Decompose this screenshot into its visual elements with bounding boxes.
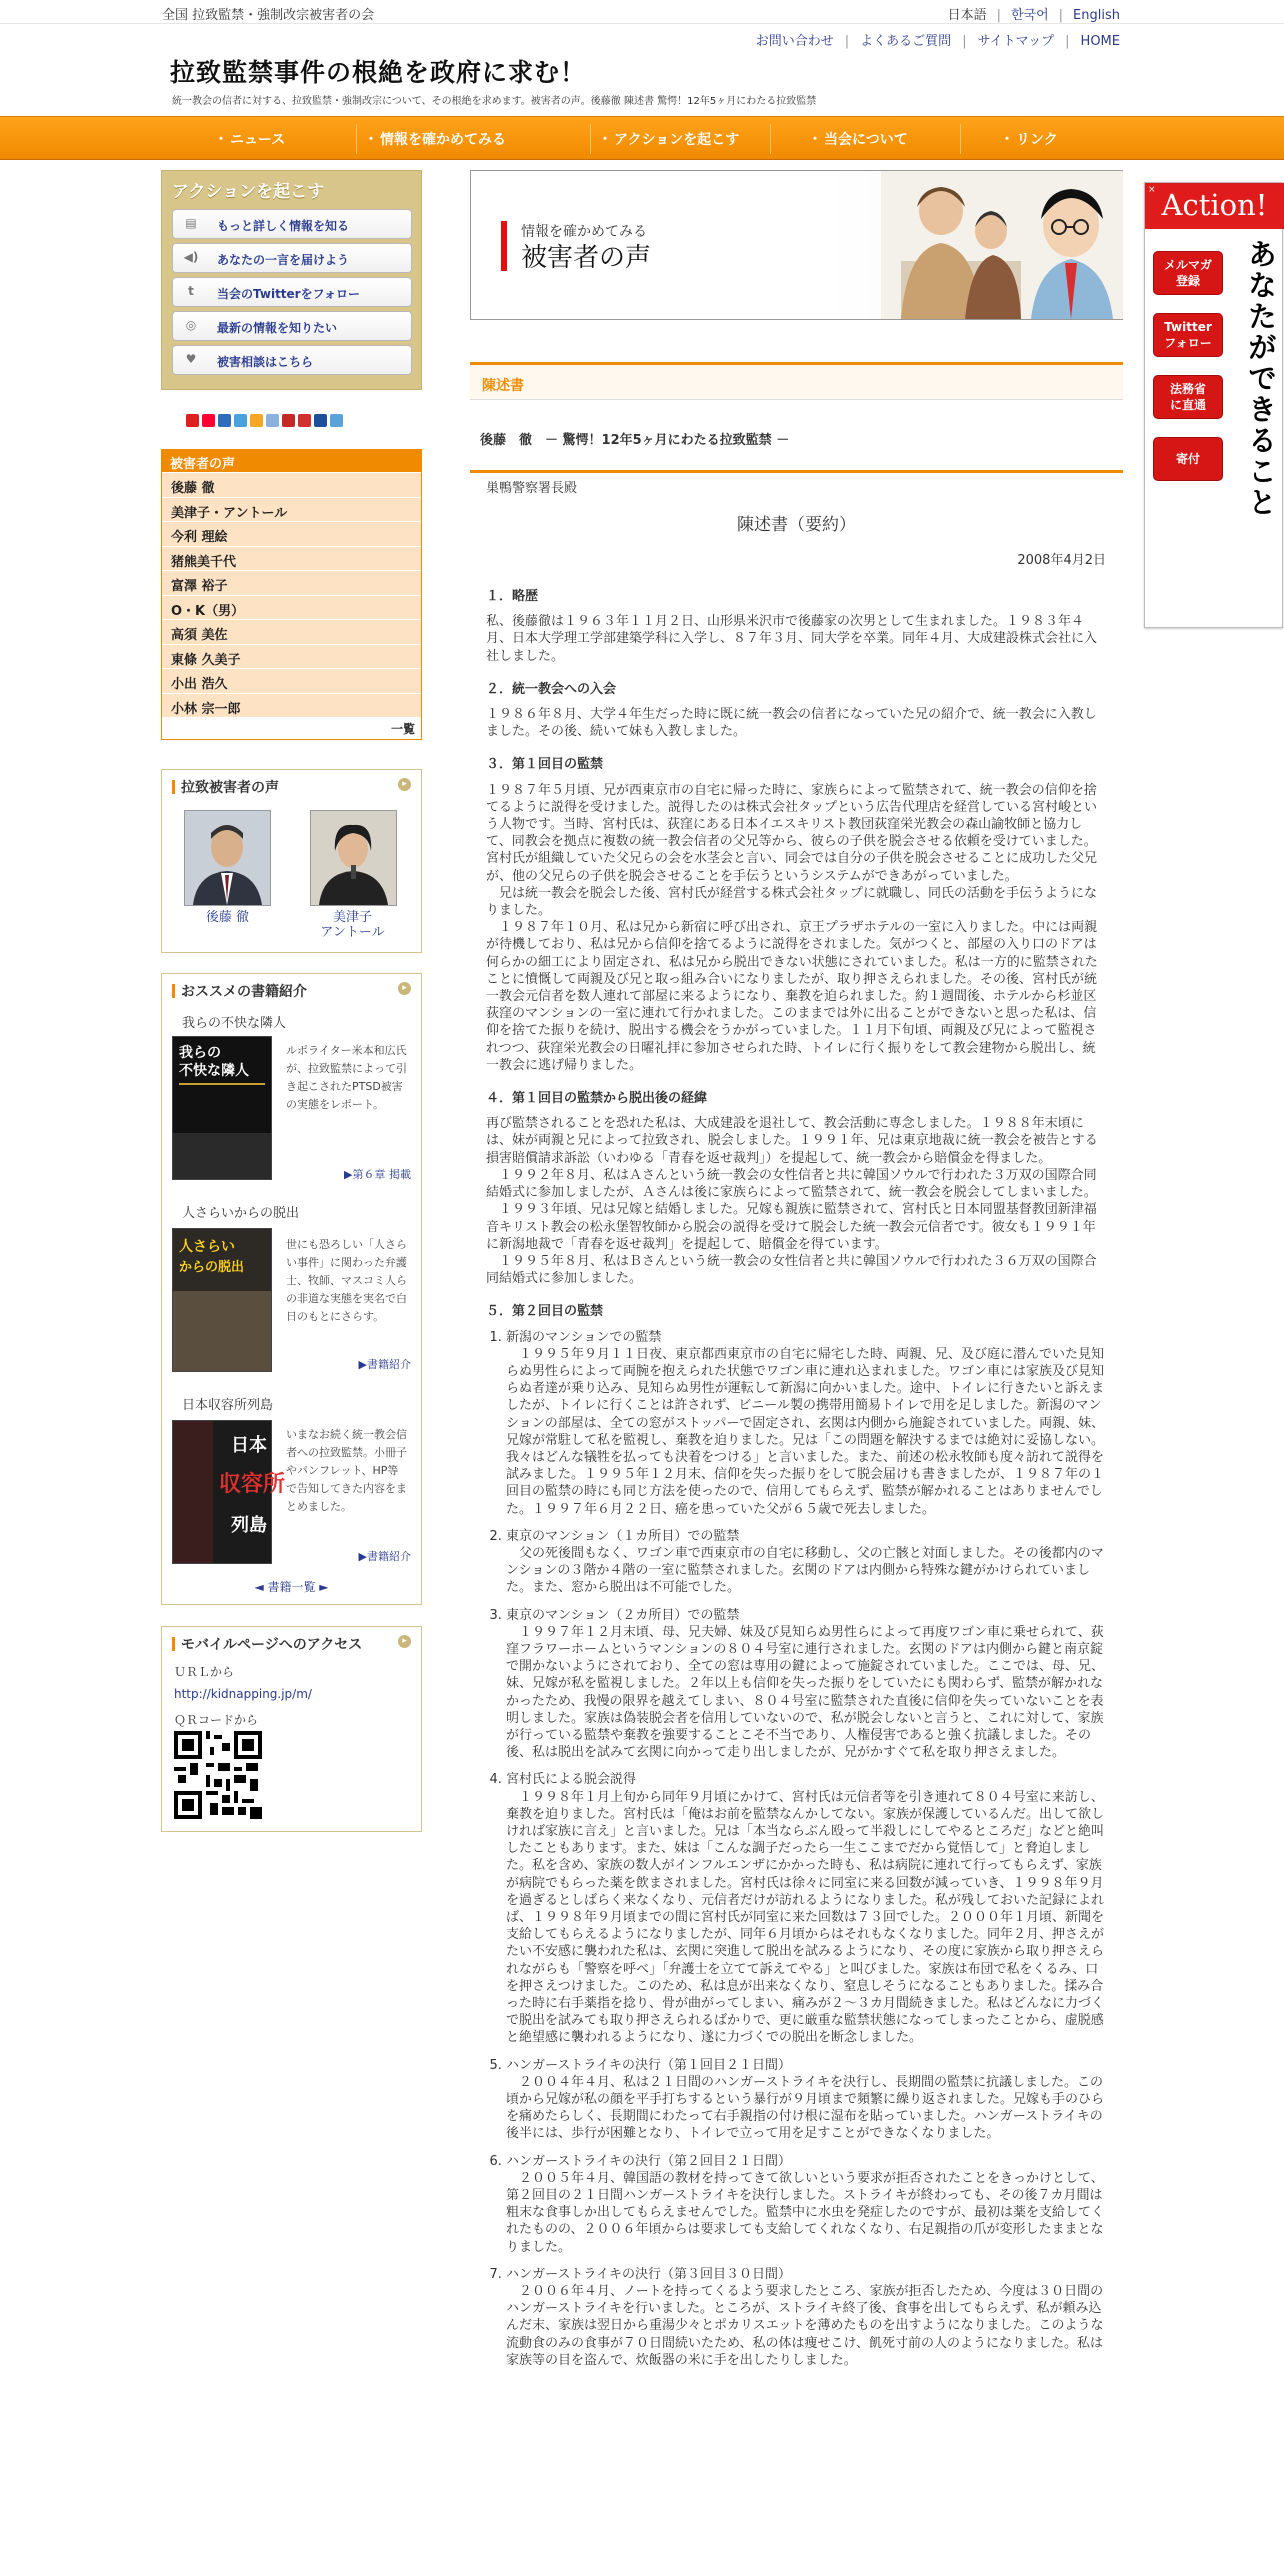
- action-box-title: アクションを起こす: [172, 182, 325, 202]
- list-item: 1. 新潟のマンションでの監禁 １９９５年９月１１日夜、東京都西東京市の自宅に帰宅した時、両親、兄、及び庭に潜んでいた見知らぬ男性らによって両腕を抱えられた状態でワゴン車に連れ込まれました。ワゴン車には家族及び見知らぬ者達が乗り込み、見知らぬ男性が運転して新潟に向かいました。途中、トイレに行きたいと訴えましたが、トイレに行くことは許されず、ビニール製の携帯用簡易トイレで用を足しました。新潟のマンションの部屋は、全ての窓がストッパーで固定され、玄関は内側から施錠されていました。両親、妹、兄嫁が常駐して私を監視し、棄教を迫りました。兄は「この問題を解決するまでは絶対に妥協しない。我々はどんな犠牲を払っても決着をつける」と言いました。また、前述の松永牧師も度々訪れて説得を試みました。１９９５年１２月末、信仰を失った振りをして脱会届けも書きましたが、１９８７年の１回目の監禁の時にも同じ方法を使ったので、信用してもらえず、監禁が解かれることはありませんでした。１９９７年６月２２日、癌を患っていた父が６５歳で死去しました。: [506, 1329, 1106, 1518]
- mobile-qr-label: ＱＲコードから: [174, 1713, 259, 1727]
- speaker-icon: ◀): [183, 250, 199, 264]
- victim-item[interactable]: 富澤 裕子: [162, 570, 421, 595]
- paragraph: １９９５年８月、私はＢさんという統一教会の女性信者と共に韓国ソウルで行われた３６万双の国際合同結婚式に参加しました。: [486, 1253, 1097, 1287]
- banner-accent-bar: [501, 221, 507, 271]
- learn-more-button[interactable]: ▤ もっと詳しく情報を知る: [172, 209, 412, 239]
- heading-bar: [172, 780, 175, 794]
- nav-verify-info[interactable]: ・ 情報を確かめてみる: [364, 129, 506, 149]
- svg-text:人さらい: 人さらい: [179, 1239, 235, 1255]
- nav-divider: [356, 124, 357, 154]
- paragraph: １９９２年８月、私はＡさんという統一教会の女性信者と共に韓国ソウルで行われた３万双の国際合同結婚式に参加しましたが、Ａさんは後に家族らによって監禁されて、統一教会を脱会してしまいました。: [486, 1167, 1097, 1201]
- twitter-icon: t: [188, 284, 194, 298]
- book-description: いまなお続く統一教会信者への拉致監禁。小冊子やパンフレット、HP等で告知してきた内容をまとめました。: [286, 1428, 407, 1513]
- svg-text:列島: 列島: [231, 1515, 267, 1536]
- document-title: 陳述書（要約）: [737, 515, 856, 535]
- book-title: 我らの不快な隣人: [182, 1016, 287, 1031]
- mobile-box: [161, 1626, 422, 1832]
- mobile-url-link[interactable]: http://kidnapping.jp/m/: [174, 1687, 312, 1701]
- article-body: [486, 580, 1106, 2379]
- heart-icon: ♥: [185, 352, 197, 366]
- document-icon: ▤: [185, 216, 197, 230]
- book-detail-link[interactable]: ▶書籍紹介: [358, 1550, 411, 1563]
- book-description: 世にも恐ろしい「人さらい事件」に関わった弁護士、牧師、マスコミ人らの非道な実態を実名で白日のもとにさらす。: [286, 1238, 407, 1323]
- mobile-heading: モバイルページへのアクセス ▸: [162, 1627, 421, 1657]
- list-item: 7. ハンガーストライキの決行（第３回目３０日間） ２００６年４月、ノートを持ってくるよう要求したところ、家族が拒否したため、今度は３０日間のハンガーストライキを行いました。ところが、ストライキ終了後、食事を出してもらえず、私が頼み込んだ末、家族は翌日から重湯少々とポカリスエットを薄めたものを出すようになりました。このような流動食のみの食事が７０日間続いたため、私の体は痩せこけ、飢死寸前の人のようになりました。私は家族等の目を盗んで、炊飯器の米に手を出したりしました。: [506, 2266, 1106, 2369]
- nav-divider: [960, 124, 961, 154]
- victim-item[interactable]: 小林 宗一郎: [162, 693, 421, 718]
- victim-item[interactable]: 小出 浩久: [162, 668, 421, 693]
- paragraph: １９８７年５月頃、兄が西東京市の自宅に帰った時に、家族らによって監禁されて、統一教会の信仰を捨てるように説得を受けました。説得したのは株式会社タップという広告代理店を経営している宮村峻という人物です。当時、宮村氏は、荻窪にある日本イエスキリスト教団荻窪栄光教会の森山諭牧師と協力して、同教会を拠点に複数の統一教会信者の父兄等から、彼らの子供を脱会させる依頼を受けていました。宮村氏が組織していた父兄らの会を水茎会と言い、同会では自分の子供を脱会させることに成功した父兄が、他の父兄らの子供を脱会させることを手伝うというシステムができあがっていました。: [486, 782, 1098, 884]
- arrow-circle-icon[interactable]: ▸: [398, 778, 411, 791]
- mobile-url-label: ＵＲＬから: [174, 1665, 235, 1679]
- banner-title: 被害者の声: [521, 243, 652, 273]
- book-cover-3[interactable]: [172, 1420, 286, 1564]
- action-box: [161, 170, 422, 390]
- book-description: ルポライター米本和広氏が、拉致監禁によって引き起こされたPTSD被害の実態をレポート。: [286, 1044, 407, 1111]
- article-rule: [470, 470, 1123, 473]
- victim-item[interactable]: 猪熊美千代: [162, 546, 421, 571]
- paragraph: １９８６年８月、大学４年生だった時に既に統一教会の信者になっていた兄の紹介で、統一教会に入教しました。その後、続いて妹も入教しました。: [486, 707, 1097, 740]
- list-item: 4. 宮村氏による脱会説得 １９９８年１月上旬から同年９月頃にかけて、宮村氏は元信者等を引き連れて８０４号室に来訪し、棄教を迫りました。宮村氏は「俺はお前を監禁なんかしてない。家族が保護しているんだ。出して欲しければ家族に言え」と言いました。兄は「本当ならぶん殴って半殺しにしてやるところだ」などと絶叫したこともあります。また、妹は「こんな調子だったら一生ここまでだから覚悟して」と脅迫しました。私を含め、家族の数人がインフルエンザにかかった時も、私は病院に連れて行ってもらえず、家族が病院でもらった薬を飲まされました。宮村氏は徐々に同室に来る回数が減っていき、１９９８年９月を過ぎるとしばらく来なくなり、元信者だけが訪れるようになりました。私が残しておいた記録によれば、１９９８年９月頃までの間に宮村氏が同室に来た回数は７３回でした。２０００年１月頃、新聞を支給してもらえるようになりましたが、同年６月頃からはそれもなくなりました。同年２月、押さえがたい不安感に襲われた私は、玄関に突進して脱出を試みるようになり、その度に家族から取り押さえられながらも「警察を呼べ」「弁護士を立てて訴えてやる」と叫びました。家族は布団で私をくるみ、口を押さえつけました。このため、私は息が出来なくなり、窒息しそうになることもありました。揉み合った時に右手薬指を捻り、骨が曲がってしまい、痛みが２～３カ月間続きました。私はどんなに力づくで脱出を試みても取り押さえられるばかりで、更に厳重な監禁状態になってしまったことから、虚脱感と絶望感に襲われるようになり、遂に力づくでの脱出を断念しました。: [506, 1771, 1106, 2046]
- action-side-banner: [1144, 182, 1283, 628]
- portrait-goto[interactable]: [184, 810, 271, 906]
- voices-box: [161, 769, 422, 953]
- choix-icon[interactable]: [266, 414, 279, 427]
- document-addressee: 巣鴨警察署長殿: [486, 481, 578, 496]
- book-title: 人さらいからの脱出: [182, 1206, 300, 1221]
- rss-icon: ◎: [185, 318, 197, 332]
- section-heading-2: ２．統一教会への入会: [486, 681, 617, 697]
- paragraph: １９９３年頃、兄は兄嫁と結婚しました。兄嫁も親族に監禁されて、宮村氏と日本同盟基督教団新津福音キリスト教会の松永堡智牧師から脱会の説得を受けて脱会した統一教会元信者です。彼女も１９９１年に新潟地裁で「青春を返せ裁判」を提起して、賠償金を得ています。: [486, 1202, 1097, 1252]
- list-item: 3. 東京のマンション（２カ所目）での監禁 １９９７年１２月末頃、母、兄夫婦、妹及び見知らぬ男性らによって再度ワゴン車に乗せられて、荻窪フラワーホームというマンションの８０４号室に連行されました。玄関のドアは内側から鍵と南京錠で開かないようにされており、全ての窓は専用の鍵によって施錠されていました。ここでは、母、兄、妹、兄嫁が私を監視しました。２年以上も信仰を失った振りをしていたにも関わらず、監禁が解かれなかったため、我慢の限界を越えてしまい、８０４号室に監禁された直後に信仰を失っていないことを表明しました。家族は偽装脱会者を信用していないので、私が脱会しないと言うと、これに対して、家族が行っている監禁や棄教を強要することこそ不当であり、人権侵害であると強く抗議しました。その後、私は脱出を試みて玄関に向かって走り出しましたが、兄がかすぐて私を取り押さえました。: [506, 1607, 1106, 1762]
- portrait-antor[interactable]: [310, 810, 397, 906]
- svg-text:収容所: 収容所: [219, 1472, 286, 1497]
- site-title[interactable]: 拉致監禁事件の根絶を政府に求む！: [170, 58, 587, 87]
- sitemap-link[interactable]: サイトマップ: [977, 34, 1055, 49]
- language-switcher: 日本語 | 한국어 | English: [947, 8, 1120, 23]
- list-item: 6. ハンガーストライキの決行（第２回目２１日間） ２００５年４月、韓国語の教材を持ってきて欲しいという要求が拒否されたことをきっかけとして、第２回目の２１日間ハンガーストライキを決行しました。ストライキが終わっても、その後７カ月間は粗末な食事しか出してもらえませんでした。監禁中に水虫を発症したのですが、最初は薬を支給してくれたものの、２００６年頃からは要求しても支給してくれなくなり、右足親指の爪が変形したままとなりました。: [506, 2153, 1106, 2256]
- twitter-follow-side-button[interactable]: Twitter フォロー: [1153, 313, 1223, 357]
- home-link[interactable]: HOME: [1080, 34, 1120, 49]
- heading-bar: [172, 1637, 175, 1651]
- nav-take-action[interactable]: ・ アクションを起こす: [598, 129, 739, 149]
- lang-korean[interactable]: 한국어: [1010, 8, 1049, 23]
- article-title: 後藤 徹 － 驚愕！12年5ヶ月にわたる拉致監禁 －: [480, 433, 790, 448]
- book-title: 日本収容所列島: [182, 1398, 274, 1413]
- nav-divider: [590, 124, 591, 154]
- site-description: 統一教会の信者に対する、拉致監禁・強制改宗について、その根絶を求めます。被害者の声。後藤徹 陳述書 驚愕！12年5ヶ月にわたる拉致監禁: [172, 96, 817, 107]
- victim-item[interactable]: 美津子・アントール: [162, 497, 421, 522]
- svg-text:日本: 日本: [231, 1435, 267, 1456]
- top-bar: [0, 0, 1284, 24]
- books-box: [161, 973, 422, 1605]
- section-heading-1: １．略歴: [486, 589, 539, 604]
- contact-link[interactable]: お問い合わせ: [755, 34, 834, 49]
- books-heading: おススメの書籍紹介 ▸: [162, 974, 421, 1004]
- list-item: 2. 東京のマンション（１カ所目）での監禁 父の死後間もなく、ワゴン車で西東京市の自宅に移動し、父の亡骸と対面しました。その後都内のマンションの３階か４階の一室に監禁されました。玄関のドアは内側から特殊な鍵がかけられていました。また、窓から脱出は不可能でした。: [506, 1528, 1106, 1597]
- utility-nav: お問い合わせ | よくあるご質問 | サイトマップ | HOME: [755, 34, 1120, 49]
- banner-illustration: [881, 171, 1123, 319]
- pookmark-icon[interactable]: [298, 414, 311, 427]
- site-org-name: 全国 拉致監禁・強制改宗被害者の会: [162, 8, 375, 23]
- nav-news[interactable]: ・ ニュース: [214, 129, 285, 149]
- main-nav: [0, 116, 1284, 160]
- section-heading-5: ５．第２回目の監禁: [486, 1304, 604, 1320]
- confinement-list: [506, 1329, 1106, 2370]
- lang-english[interactable]: English: [1073, 8, 1120, 23]
- section-heading-3: ３．第１回目の監禁: [486, 757, 604, 773]
- banner-subtitle: 情報を確かめてみる: [521, 224, 647, 240]
- nav-links[interactable]: ・ リンク: [1000, 129, 1058, 149]
- list-item: 5. ハンガーストライキの決行（第１回目２１日間） ２００４年４月、私は２１日間のハンガーストライキを決行し、長期間の監禁に抗議しました。この頃から兄嫁が私の顔を平手打ちするという暴行が９月頃まで頻繁に繰り返されました。兄嫁も手のひらを痛めたらしく、長期間にわたって右手親指の付け根に湿布を貼っていました。ハンガーストライキの後半には、歩行が困難となり、トイレで立って用を足すことができなくなりました。: [506, 2057, 1106, 2143]
- victim-item[interactable]: O・K（男）: [162, 595, 421, 620]
- nav-divider: [770, 124, 771, 154]
- heart-bookmark-icon[interactable]: [186, 414, 199, 427]
- paragraph: １９８７年１０月、私は兄から新宿に呼び出され、京王プラザホテルの一室に入りました。中には両親が待機しており、私は兄から信仰を捨てるように説得をされました。気がつくと、部屋の入り口のドアは何らかの細工により固定され、私は兄から脱出できない状態にされていました。私は一方的に監禁されたことに憤慨して両親及び兄と取っ組み合いになりましたが、取り押さえられました。その後、宮村氏が統一教会元信者を数人連れて部屋に来るようになり、棄教を迫られました。約１週間後、ホテルから杉並区荻窪のマンションの一室に連れて行かれました。このままでは外に出ることができないと思った私は、信仰を捨てた振りを続け、脱出する機会をうかがっていました。１１月下旬頃、両親及び兄によって監視されつつ、荻窪栄光教会の日曜礼拝に参加させられた時、トイレに行く振りをして教会建物から脱出し、統一教会に逃げ帰りました。: [486, 920, 1098, 1073]
- send-voice-button[interactable]: ◀) あなたの一言を届けよう: [172, 243, 412, 273]
- voices-heading: 拉致被害者の声 ▸: [162, 770, 421, 800]
- paragraph: 兄は統一教会を脱会した後、宮村氏が経営する株式会社タップに就職し、同氏の活動を手伝うようになりました。: [486, 885, 1098, 919]
- consultation-button[interactable]: ♥ 被害相談はこちら: [172, 345, 412, 375]
- heading-bar: [172, 984, 175, 998]
- hatena-bookmark-icon[interactable]: [218, 414, 231, 427]
- arrow-circle-icon[interactable]: ▸: [398, 1635, 411, 1648]
- buzzurl-icon[interactable]: [250, 414, 263, 427]
- delicious-icon[interactable]: [314, 414, 327, 427]
- book-cover-2[interactable]: [172, 1228, 272, 1372]
- book-detail-link[interactable]: ▶書籍紹介: [358, 1358, 411, 1371]
- page-banner: [470, 170, 1123, 320]
- book-list-link[interactable]: ◄ 書籍一覧 ►: [254, 1580, 329, 1594]
- action-vertical-text: あなたができること: [1244, 239, 1278, 518]
- victim-item[interactable]: 後藤 徹: [162, 472, 421, 497]
- section-heading: 陳述書: [470, 362, 1123, 400]
- book-chapter-link[interactable]: ▶第６章 掲載: [344, 1168, 411, 1181]
- svg-text:不快な隣人: 不快な隣人: [179, 1063, 249, 1079]
- donate-button[interactable]: 寄付: [1153, 437, 1223, 481]
- social-bookmark-icons: [186, 414, 346, 430]
- qr-code-image: [174, 1731, 262, 1819]
- victim-item[interactable]: 高須 美佐: [162, 619, 421, 644]
- victims-list-box: [161, 449, 422, 740]
- paragraph: 私、後藤徹は１９６３年１１月２日、山形県米沢市で後藤家の次男として生まれました。１９８３年４月、日本大学理工学部建築学科に入学し、８７年３月、同大学を卒業。同年４月、大成建設株式会社に入社しました。: [486, 614, 1098, 664]
- svg-text:からの脱出: からの脱出: [179, 1260, 245, 1275]
- yahoo-bookmark-icon[interactable]: [202, 414, 215, 427]
- victim-item[interactable]: 東條 久美子: [162, 644, 421, 669]
- close-icon[interactable]: ×: [1148, 185, 1156, 195]
- lang-japanese[interactable]: 日本語: [947, 8, 987, 23]
- paragraph: 再び監禁されることを恐れた私は、大成建設を退社して、教会活動に専念しました。１９８８年末頃には、妹が両親と兄によって拉致され、脱会しました。１９９１年、兄は東京地裁に統一教会を被告とする損害賠償請求訴訟（いわゆる「青春を返せ裁判」）を提起して、統一教会から賠償金を得ました。: [486, 1116, 1098, 1166]
- nav-about[interactable]: ・ 当会について: [808, 129, 908, 149]
- ministry-contact-button[interactable]: 法務省 に直通: [1153, 375, 1223, 419]
- latest-info-button[interactable]: ◎ 最新の情報を知りたい: [172, 311, 412, 341]
- twitter-follow-button[interactable]: t 当会のTwitterをフォロー: [172, 277, 412, 307]
- voice-name-antor[interactable]: 美津子 アントール: [320, 910, 385, 940]
- victim-item[interactable]: 今利 理絵: [162, 521, 421, 546]
- victims-more-link[interactable]: 一覧: [162, 717, 421, 739]
- arrow-circle-icon[interactable]: ▸: [398, 982, 411, 995]
- newsletter-button[interactable]: メルマガ 登録: [1153, 251, 1223, 295]
- nifty-clip-icon[interactable]: [282, 414, 295, 427]
- livedoor-clip-icon[interactable]: [234, 414, 247, 427]
- section-heading-4: ４．第１回目の監禁から脱出後の経緯: [486, 1091, 708, 1107]
- svg-text:我らの: 我らの: [179, 1045, 221, 1061]
- faq-link[interactable]: よくあるご質問: [860, 34, 952, 49]
- document-date: 2008年4月2日: [1017, 553, 1106, 568]
- victims-list-heading: 被害者の声: [162, 450, 421, 472]
- twitter-share-icon[interactable]: [330, 414, 343, 427]
- voice-name-goto[interactable]: 後藤 徹: [205, 910, 250, 925]
- book-cover-1[interactable]: [172, 1036, 272, 1180]
- action-banner-heading: × Action!: [1145, 183, 1284, 229]
